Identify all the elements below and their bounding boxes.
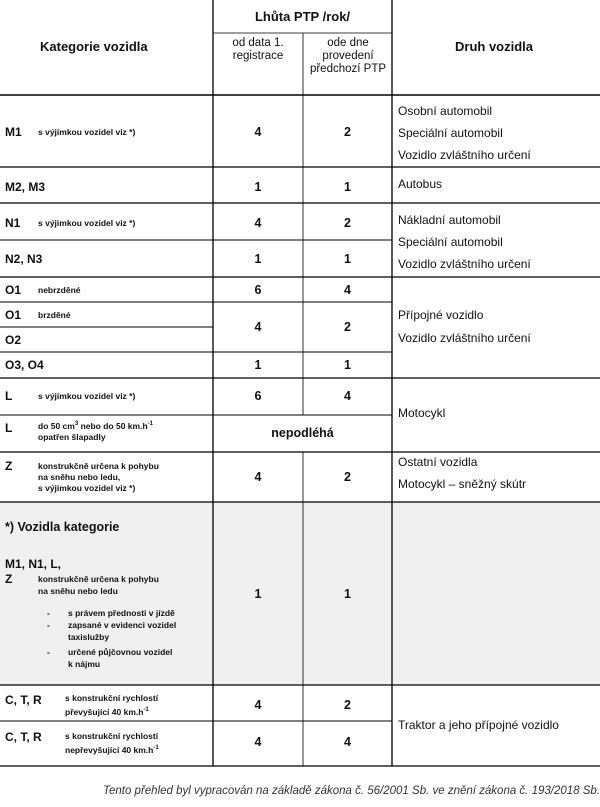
from-registration-header: od data 1. registrace xyxy=(232,37,284,62)
bullet-text: taxislužby xyxy=(68,632,110,642)
first-period: 1 xyxy=(254,587,262,601)
first-period: 6 xyxy=(254,389,262,403)
vehicle-type: Vozidlo zvláštního určení xyxy=(398,257,531,271)
bullet-dash: - xyxy=(47,608,50,618)
next-period: 1 xyxy=(344,358,351,372)
exception-codes: M1, N1, L, xyxy=(5,557,62,571)
next-period: 4 xyxy=(344,283,351,297)
first-period: 6 xyxy=(254,283,262,297)
vehicle-type: Speciální automobil xyxy=(398,235,503,249)
category-note: konstrukčně určena k pohybu xyxy=(38,461,159,471)
bullet-text: k nájmu xyxy=(68,659,101,669)
bullet-text: určené půjčovnou vozidel xyxy=(68,647,173,657)
vehicle-type: Motocykl – sněžný skútr xyxy=(398,477,527,491)
category-note: na sněhu nebo ledu, xyxy=(38,472,121,482)
category-code: C, T, R xyxy=(5,693,42,707)
category-note: opatřen šlapadly xyxy=(38,432,106,442)
vehicle-type: Autobus xyxy=(398,177,443,191)
period-header: Lhůta PTP /rok/ xyxy=(254,9,351,24)
exception-description: na sněhu nebo ledu xyxy=(38,586,118,596)
category-code: O3, O4 xyxy=(5,358,44,372)
exception-title: *) Vozidla kategorie xyxy=(5,520,120,534)
category-code: O1 xyxy=(5,283,22,297)
vehicle-type: Nákladní automobil xyxy=(398,213,501,227)
vehicle-type: Vozidlo zvláštního určení xyxy=(398,148,531,162)
vehicle-type: Přípojné vozidlo xyxy=(398,308,484,322)
next-period: 1 xyxy=(344,587,351,601)
category-code: L xyxy=(5,389,13,403)
category-code: M2, M3 xyxy=(5,180,46,194)
next-period: 2 xyxy=(344,470,351,484)
category-code: Z xyxy=(5,459,13,473)
next-period: 4 xyxy=(344,735,351,749)
category-note: s výjimkou vozidel viz *) xyxy=(38,127,136,137)
from-last-ptp-header: ode dne provedení předchozí PTP xyxy=(309,37,387,75)
exception-description: konstrukčně určena k pohybu xyxy=(38,574,159,584)
next-period: 2 xyxy=(344,698,351,712)
bullet-dash: - xyxy=(47,647,50,657)
first-period: 4 xyxy=(254,216,262,230)
first-period: 4 xyxy=(254,125,262,139)
category-note: brzděné xyxy=(38,310,71,320)
category-code: N1 xyxy=(5,216,21,230)
category-note: s výjimkou vozidel viz *) xyxy=(38,483,136,493)
category-note: s výjimkou vozidel viz *) xyxy=(38,391,136,401)
category-note: s konstrukční rychlostí xyxy=(65,693,159,703)
first-period: 1 xyxy=(254,180,262,194)
category-note: s konstrukční rychlostí xyxy=(65,731,159,741)
next-period: 2 xyxy=(344,320,351,334)
next-period: 2 xyxy=(344,216,351,230)
category-column-header: Kategorie vozidla xyxy=(40,39,148,54)
category-code: M1 xyxy=(5,125,22,139)
category-note: nepřevyšující 40 $km.h^{-1}$ xyxy=(65,744,159,755)
first-period: 4 xyxy=(254,698,262,712)
category-code: L xyxy=(5,421,13,435)
category-note: do 50 $cm^3$ nebo do 50 $km.h^{-1}$ xyxy=(38,420,153,431)
bullet-text: zapsané v evidenci vozidel xyxy=(68,620,177,630)
type-column-header: Druh vozidla xyxy=(455,39,534,54)
category-note: převyšující 40 $km.h^{-1}$ xyxy=(65,706,149,717)
vehicle-type: Osobní automobil xyxy=(398,104,493,118)
next-period: 4 xyxy=(344,389,351,403)
vehicle-type: Speciální automobil xyxy=(398,126,503,140)
exception-codes: Z xyxy=(5,572,13,586)
category-note: s výjimkou vozidel viz *) xyxy=(38,218,136,228)
next-period: 2 xyxy=(344,125,351,139)
first-period: 1 xyxy=(254,358,262,372)
first-period: 1 xyxy=(254,252,262,266)
first-period: 4 xyxy=(254,320,262,334)
category-code: N2, N3 xyxy=(5,252,43,266)
bullet-dash: - xyxy=(47,620,50,630)
footer-note: Tento přehled byl vypracován na základě zákona č. 56/2001 Sb. ve znění zákona č. 193/2018 Sb. xyxy=(103,785,600,797)
category-code: O2 xyxy=(5,333,22,347)
next-period: 1 xyxy=(344,180,351,194)
first-period: 4 xyxy=(254,735,262,749)
next-period: 1 xyxy=(344,252,351,266)
category-note: nebrzděné xyxy=(38,285,81,295)
not-subject-label: nepodléhá xyxy=(271,426,334,440)
bullet-text: s právem přednosti v jízdě xyxy=(68,608,175,618)
vehicle-type: Traktor a jeho přípojné vozidlo xyxy=(398,718,559,732)
category-code: O1 xyxy=(5,308,22,322)
first-period: 4 xyxy=(254,470,262,484)
vehicle-type: Motocykl xyxy=(398,406,446,420)
vehicle-type: Vozidlo zvláštního určení xyxy=(398,331,531,345)
vehicle-type: Ostatní vozidla xyxy=(398,455,478,469)
category-code: C, T, R xyxy=(5,730,42,744)
